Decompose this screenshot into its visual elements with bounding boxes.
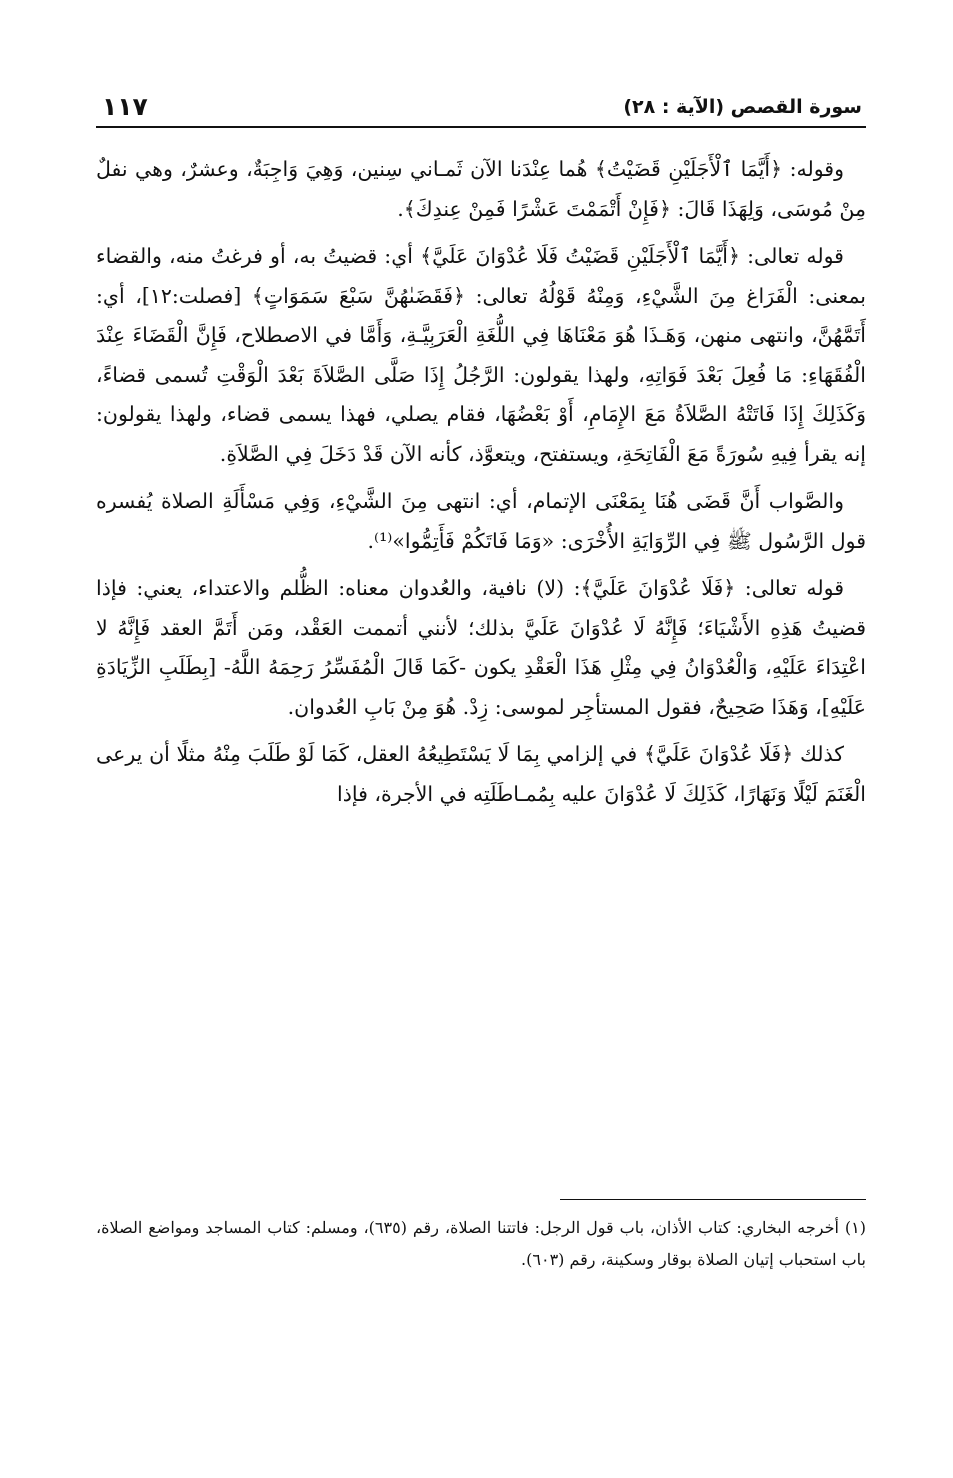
page-header	[96, 92, 866, 128]
footnote: (١) أخرجه البخاري: كتاب الأذان، باب قول الرجل: فاتتنا الصلاة، رقم (٦٣٥)، ومسلم: كتاب المساجد ومواضع الصلاة، باب استحباب إتيان الصلاة بوقار وسكينة، رقم (٦٠٣).	[96, 1218, 866, 1269]
page-number: ١١٧	[102, 92, 148, 121]
header-rule	[96, 126, 866, 128]
paragraph: والصَّواب أَنَّ قَضَى هُنَا بِمَعْنَى الإتمام، أي: انتهى مِنَ الشَّيْءِ، وَفِي مَسْأَلَةِ الصلاة يُفسره قول الرَّسُول ﷺ فِي الرِّوَايَةِ الأُخْرَى: «وَمَا فَاتَكُمْ فَأَتِمُّوا»⁽¹⁾.	[96, 489, 866, 553]
paragraph: وقوله: ﴿أَيَّمَا ٱلْأَجَلَيْنِ قَضَيْتُ﴾ هُما عِنْدَنا الآن ثَمـاني سِنين، وَهِيَ وَاجِبَةٌ، وعشرٌ، وهي نفلٌ مِنْ مُوسَى، وَلِهَذَا قَالَ: ﴿فَإِنْ أَتْمَمْتَ عَشْرًا فَمِنْ عِندِكَ﴾.	[96, 157, 866, 221]
paragraph: قوله تعالى: ﴿أَيَّمَا ٱلْأَجَلَيْنِ قَضَيْتُ فَلَا عُدْوَانَ عَلَيَّ﴾ أي: قضيتُ به، أو فرغتُ منه، والقضاء بمعنى: الْفَرَاغ مِنَ الشَّيْءِ، وَمِنْهُ قَوْلُهُ تعالى: ﴿فَقَضَىٰهُنَّ سَبْعَ سَمَوَاتٍ﴾ [فصلت:١٢]، أي: أَتَمَّهُنَّ، وانتهى منهن، وَهَـذَا هُوَ مَعْنَاهَا فِي اللُّغَةِ الْعَرَبِيَّـةِ، وَأَمَّا في الاصطلاح، فَإِنَّ الْقَضَاءَ عِنْدَ الْفُقَهَاءِ: مَا فُعِلَ بَعْدَ فَوَاتِهِ، ولهذا يقولون: الرَّجُلُ إِذَا صَلَّى الصَّلاَةَ بَعْدَ الْوَقْتِ تُسمى قضاءً، وَكَذَلِكَ إِذَا فَاتَتْهُ الصَّلاَةُ مَعَ الإِمَامِ، أَوْ بَعْضُهَا، فقام يصلي، فهذا يسمى قضاء، ولهذا يقولون: إنه يقرأ فِيهِ سُورَةً مَعَ الْفَاتِحَةِ، ويستفتح، ويتعوَّذ، كأنه الآن قَدْ دَخَلَ فِي الصَّلاَةِ.	[96, 244, 867, 466]
footnote-rule	[560, 1199, 866, 1200]
running-title: سورة القصص (الآية : ٢٨)	[623, 96, 862, 118]
paragraph: قوله تعالى: ﴿فَلَا عُدْوَانَ عَلَيَّ﴾: (لا) نافية، والعُدوان معناه: الظُّلم والاعتداء، يعني: فإذا قضيتُ هَذِهِ الأَشْيَاءَ؛ فَإِنَّهُ لَا عُدْوَانَ عَلَيَّ بذلك؛ لأنني أتممت العَقْد، ومَن أَتَمَّ العقد فَإِنَّهُ لا اعْتِدَاءَ عَلَيْهِ، وَالْعُدْوَانُ فِي مِثْلِ هَذَا الْعَقْدِ يكون -كَمَا قَالَ الْمُفَسِّرُ رَحِمَهُ اللَّهُ- [بِطَلَبِ الزِّيَادَةِ عَلَيْهِ]، وَهَذَا صَحِيحٌ، فقول المستأجِر لموسى: زِدْ. هُوَ مِنْ بَابِ العُدوان.	[96, 576, 866, 719]
paragraph: كذلك ﴿فَلَا عُدْوَانَ عَلَيَّ﴾ في إلزامي بِمَا لَا يَسْتَطِيعُهُ العقل، كَمَا لَوْ طَلَبَ مِنْهُ مثلًا أن يرعى الْغَنَمَ لَيْلًا وَنَهَارًا، كَذَلِكَ لَا عُدْوَانَ عليه بِمُمـاطَلَتِه في الأجرة، فإذا	[96, 742, 866, 806]
main-text	[96, 150, 866, 1478]
